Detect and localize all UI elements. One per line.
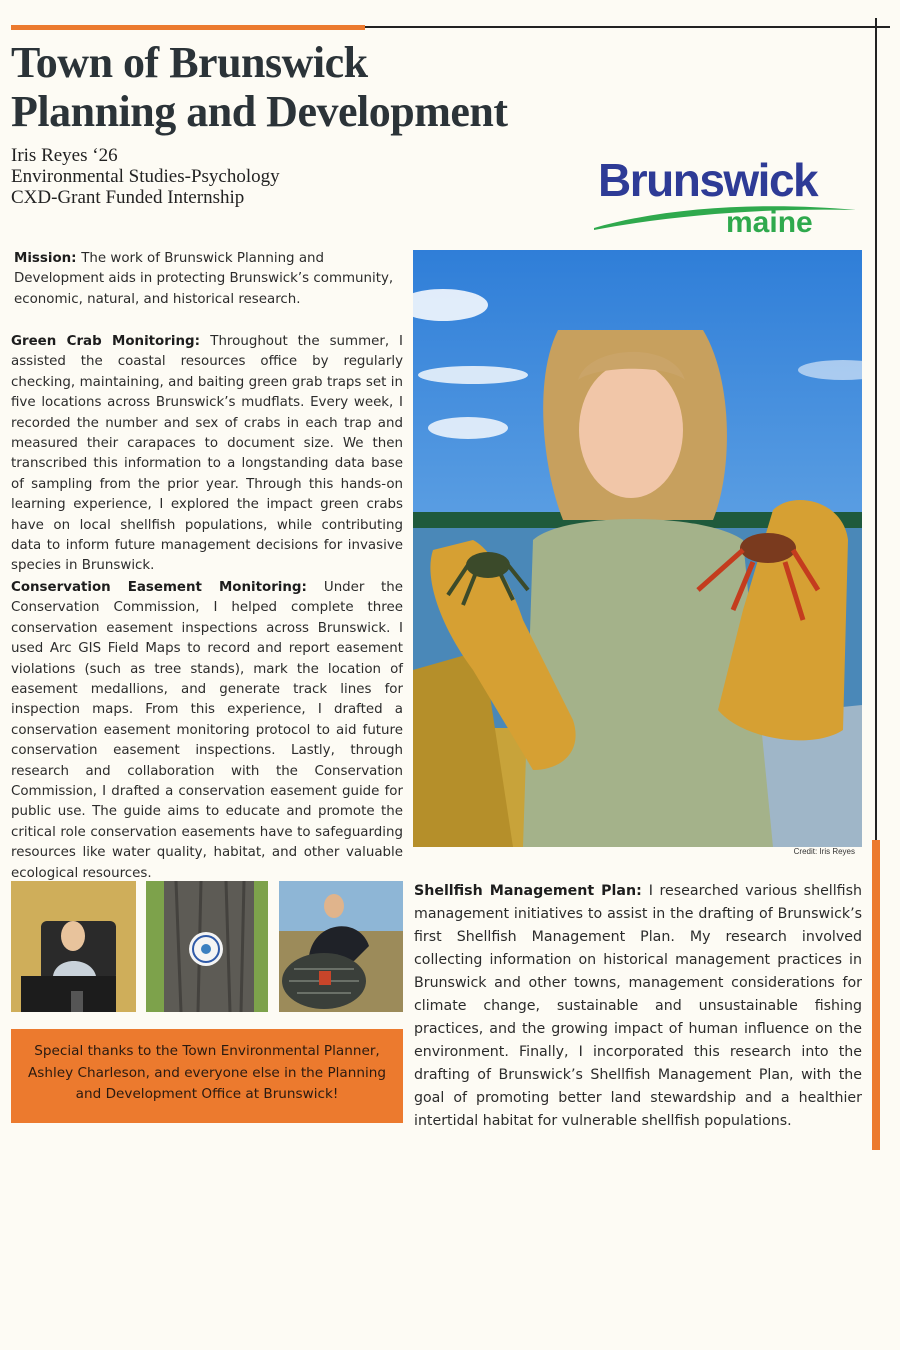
page-title — [11, 38, 508, 136]
author-name: Iris Reyes ‘26 — [11, 145, 118, 166]
top-accent-bar — [11, 25, 365, 30]
author-info — [11, 145, 280, 208]
photo-credit: Credit: Iris Reyes — [793, 847, 855, 856]
author-major: Environmental Studies-Psychology — [11, 166, 280, 187]
green-crab-label: Green Crab Monitoring: — [11, 334, 211, 349]
shellfish-body: I researched various shellfish management initiatives to assist in the drafting of Brunswick’s first Shellfish Management Plan. My research involved collecting information on historical management practices in Brunswick and other towns, management considerations for climate change, sustainable and unsustainable fishing practices, and the growing impact of human influence on the environment. Finally, I incorporated this research into the drafting of Brunswick’s Shellfish Management Plan, with the goal of promoting better land stewardship and a healthier intertidal habitat for vulnerable shellfish populations. — [414, 883, 862, 1129]
mission-section — [14, 249, 394, 310]
mission-body: The work of Brunswick Planning and Development aids in protecting Brunswick’s community, economic, natural, and historical research. — [14, 251, 394, 307]
mission-label: Mission: — [14, 251, 82, 266]
logo-swoosh — [594, 206, 856, 230]
thanks-box: Special thanks to the Town Environmental Planner, Ashley Charleson, and everyone else in the Planning and Development Office at Brunswick! — [11, 1029, 403, 1123]
shellfish-section — [414, 880, 862, 1133]
title-line-2: Planning and Development — [11, 87, 508, 136]
green-crab-section — [11, 332, 403, 577]
shellfish-label: Shellfish Management Plan: — [414, 883, 649, 899]
easement-body: Under the Conservation Commission, I helped complete three conservation easement inspections across Brunswick. I used Arc GIS Field Maps to record and report easement violations (such as tree stands), mark the location of easement medallions, and generate track lines for inspection maps. From this experience, I drafted a conservation easement monitoring protocol to aid future conservation easement inspections. Lastly, through research and collaboration with the Conservation Commission, I drafted a conservation easement guide for public use. The guide aims to educate and promote the critical role conservation easements have to safeguarding resources like water quality, habitat, and other valuable ecological resources. — [11, 580, 404, 881]
photo-easement-medallion — [146, 881, 268, 1012]
right-rule — [875, 18, 877, 840]
logo-word-maine: maine — [726, 206, 813, 239]
green-crab-body: Throughout the summer, I assisted the coastal resources office by regularly checking, maintaining, and baiting green grab traps set in five locations across Brunswick’s mudflats. Every week, I recorded the number and sex of crabs in each trap and measured their carapaces to document size. We then transcribed this information to a longstanding data base of sampling from the prior year. Through this hands-on learning experience, I explored the impact green crabs have on local shellfish populations, while contributing data to inform future management decisions for invasive species in Brunswick. — [11, 334, 403, 574]
right-accent-bar — [872, 840, 880, 1150]
easement-section — [11, 578, 403, 884]
logo-word-brunswick: Brunswick — [598, 154, 818, 206]
photo-crab-trap — [279, 881, 403, 1012]
top-rule — [365, 26, 890, 28]
main-photo-crabs — [413, 250, 862, 847]
brunswick-maine-logo — [590, 150, 860, 240]
title-line-1: Town of Brunswick — [11, 38, 368, 87]
photo-meeting — [11, 881, 136, 1012]
easement-label: Conservation Easement Monitoring: — [11, 580, 324, 595]
program-name: CXD-Grant Funded Internship — [11, 187, 245, 208]
